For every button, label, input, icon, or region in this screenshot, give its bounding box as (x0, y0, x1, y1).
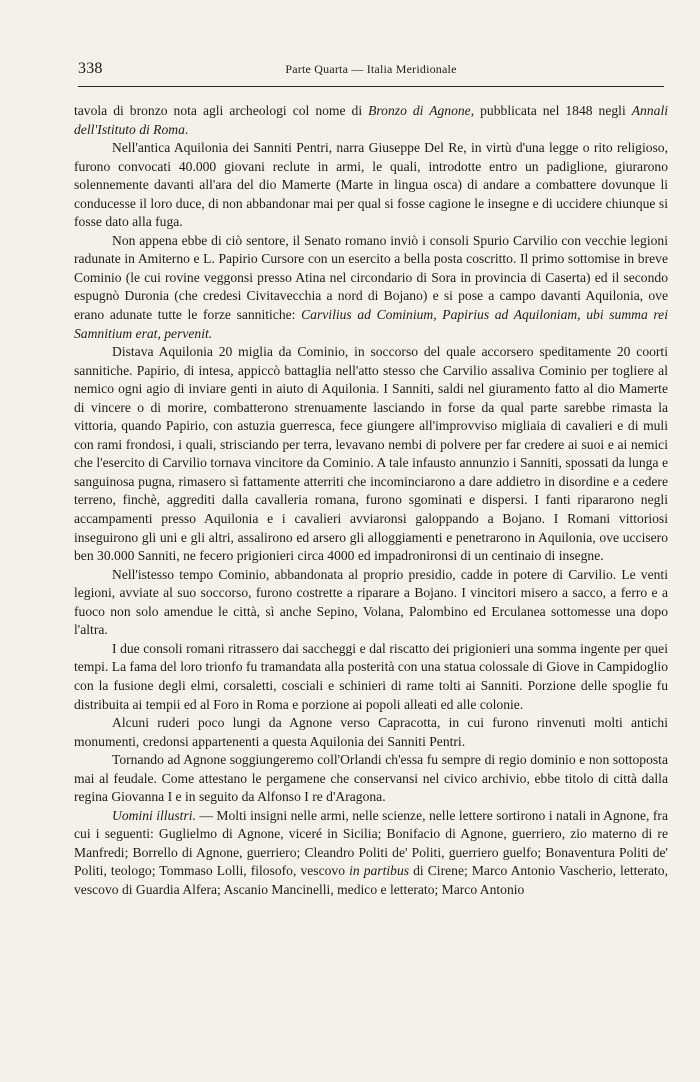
italic-text: Bronzo di Agnone (368, 103, 471, 118)
text-run: , pubblicata nel 1848 negli (470, 103, 632, 118)
text-run: Non appena ebbe di ciò sentore, il Senato romano inviò i consoli Spurio Carvilio con vecchie legioni radunate in Amiterno e L. Papirio Cursore con un esercito a bella posta coscritto. Il primo sottomise in breve Cominio (le cui rovine veggonsi presso Atina nel circondario di Sora in provincia di Caserta) ed il secondo espugnò Duronia (che credesi Civitavecchia a nord di Bojano) e si pose a campo davanti Aquilonia, ove erano adunate tutte le forze sannitiche: (74, 232, 668, 323)
text-run: I due consoli romani ritrassero dai saccheggi e dal riscatto dei prigionieri una somma ingente per quei tempi. La fama del loro trionfo fu tramandata alla posterità con una statua colossale di Giove in Campidoglio con la fusione degli elmi, corsaletti, cosciali e schinieri di rame tolti ai Sanniti. Porzione delle spoglie fu distribuita ai tempii ed al Foro in Roma e porzione ai popoli alleati ed alle colonie. (74, 640, 668, 712)
text-run: Nell'istesso tempo Cominio, abbandonata al proprio presidio, cadde in potere di Carvilio. Le venti legioni, avviate al suo soccorso, furono costrette a riparare a Bojano. I vincitori misero a sacco, a ferro e a fuoco non solo amendue le città, sì anche Sepino, Volana, Palombino ed Erculanea sottomesse una dopo l'altra. (74, 566, 668, 638)
text-run: Nell'antica Aquilonia dei Sanniti Pentri, narra Giuseppe Del Re, in virtù d'una legge o rito religioso, furono convocati 40.000 giovani reclute in armi, le quali, introdotte entro un padiglione, giurarono solennemente davanti all'ara del dio Mamerte (Marte in lingua osca) di andare a combattere dovunque li conducesse il loro duce, di non abbandonar mai per qual si fosse cagione le insegne e di uccidere chiunque si fosse dato alla fuga. (74, 140, 668, 230)
paragraph (74, 139, 668, 232)
paragraph (74, 232, 668, 343)
paragraph (74, 566, 668, 640)
paragraph (74, 640, 668, 714)
italic-text: Annali dell'Istituto di Roma (74, 103, 668, 137)
italic-text: in partibus (349, 863, 410, 879)
text-run: di Cirene; Marco Antonio Vascherio, letterato, vescovo di Guardia Alfera; Ascanio Mancinelli, medico e letterato; Marco Antonio (74, 863, 668, 897)
paragraph (74, 751, 668, 807)
text-run: — Molti insigni nelle armi, nelle scienze, nelle lettere sortirono i natali in Agnone, fra cui i seguenti: Guglielmo di Agnone, viceré in Sicilia; Bonifacio di Agnone, guerriero, zio materno di re Manfredi; Borrello di Agnone, guerriero; Cleandro Politi de' Politi, guerriero guelfo; Bonaventura Politi de' Politi, teologo; Tommaso Lolli, filosofo, vescovo (74, 807, 668, 879)
text-run: tavola di bronzo nota agli archeologi col nome di (74, 103, 369, 118)
text-run: . (184, 121, 189, 137)
text-run: Distava Aquilonia 20 miglia da Cominio, in soccorso del quale accorsero speditamente 20 coorti sannitiche. Papirio, di intesa, appiccò battaglia nell'atto stesso che Carvilio assaliva Cominio per togliere al nemico ogni agio di inviare genti in aiuto di Aquilonia. I Sanniti, saldi nel giuramento fatto al dio Mamerte di vincere o di morire, combatterono strenuamente lasciando in forse da qual parte sarebbe rimasta la vittoria, quando Papirio, con astuzia guerresca, fece giungere all'improvviso migliaia di cavalieri e di muli con rami frondosi, i quali, strisciando per terra, levavano nembi di polvere per far credere ai suoi e ai nemici che l'esercito di Carvilio tornava vincitore da Cominio. A tale infausto annunzio i Sanniti, spossati da lunga e sanguinosa pugna, rimasero sì fattamente atterriti che incominciarono a dare addietro in disordine e a cedere terreno, finchè, aggrediti dalla cavalleria romana, furono sgominati e dispersi. I fanti ripararono negli accampamenti presso Aquilonia e i cavalieri avviaronsi galoppando a Bojano. I Romani vittoriosi inseguirono gli uni e gli altri, assalirono ed arsero gli alloggiamenti e penetrarono in Aquilonia, ove uccisero ben 30.000 Sanniti, ne fecero prigionieri circa 4000 ed impadronironsi di un centinaio di insegne. (74, 344, 668, 564)
paragraph (74, 343, 668, 566)
header-rule (78, 86, 664, 87)
italic-text: Uomini illustri. (112, 807, 196, 823)
page-header (78, 60, 664, 82)
paragraph (74, 714, 668, 751)
text-run: Alcuni ruderi poco lungi da Agnone verso Capracotta, in cui furono rinvenuti molti antichi monumenti, credonsi appartenenti a questa Aquilonia dei Sanniti Pentri. (74, 715, 668, 749)
body-text (74, 102, 668, 900)
paragraph (74, 102, 668, 139)
running-head: Parte Quarta — Italia Meridionale (285, 62, 457, 76)
page-number: 338 (78, 60, 103, 77)
paragraph (74, 807, 668, 900)
text-run: Tornando ad Agnone soggiungeremo coll'Orlandi ch'essa fu sempre di regio dominio e non sottoposta mai al feudale. Come attestano le pergamene che conservansi nel civico archivio, ebbe titolo di città dalla regina Giovanna I e in seguito da Alfonso I re d'Aragona. (74, 752, 668, 805)
italic-text: Carvilius ad Cominium, Papirius ad Aquiloniam, ubi summa rei Samnitium erat, pervenit. (74, 307, 668, 341)
